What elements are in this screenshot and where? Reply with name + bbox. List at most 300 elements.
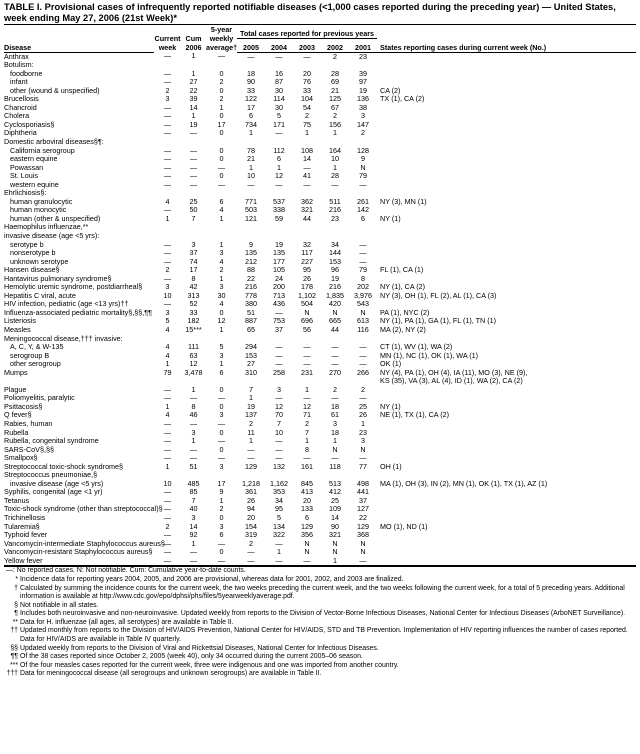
- footnote-text: Data for H. influenzae (all ages, all serotypes) are available in Table II.: [20, 618, 234, 626]
- value-cell: 216: [329, 282, 341, 292]
- states-cell: KS (35), VA (3), AL (4), ID (1), WA (2), CA (2): [380, 376, 523, 386]
- states-cell: [377, 138, 636, 147]
- value-cell: 50: [189, 205, 198, 215]
- value-cell: 3: [219, 282, 224, 292]
- value-cell: 3: [219, 461, 224, 471]
- value-cell: 156: [329, 119, 341, 129]
- footnote: [4, 670, 636, 679]
- value-cell: 96: [331, 265, 339, 275]
- disease-cell: Rubella: [4, 427, 29, 437]
- disease-cell: Rabies, human: [4, 419, 53, 429]
- value-cell: —: [217, 179, 226, 189]
- value-cell: 2: [249, 419, 253, 429]
- value-cell: 1: [165, 213, 170, 223]
- value-cell: 0: [219, 427, 224, 437]
- value-cell: 118: [329, 461, 341, 471]
- disease-cell: Tetanus: [4, 495, 30, 505]
- table-row: [4, 514, 636, 523]
- value-cell: N: [304, 538, 310, 548]
- value-cell: 3: [219, 248, 224, 258]
- value-cell: 1: [165, 461, 170, 471]
- value-cell: 18: [331, 427, 339, 437]
- value-cell: 161: [301, 461, 313, 471]
- states-cell: MA (1), OH (3), IN (2), MN (1), OK (1), TX (1), AZ (1): [380, 478, 548, 488]
- value-cell: 114: [273, 94, 285, 104]
- value-cell: 69: [331, 77, 339, 87]
- value-cell: 19: [331, 273, 339, 283]
- value-cell: —: [217, 453, 226, 463]
- value-cell: 22: [189, 85, 198, 95]
- value-cell: —: [331, 393, 339, 403]
- value-cell: —: [303, 342, 311, 352]
- value-cell: 14: [189, 521, 198, 531]
- value-cell: —: [189, 154, 198, 164]
- value-cell: 74: [189, 256, 198, 266]
- disease-cell: California serogroup: [10, 145, 75, 155]
- value-cell: 485: [187, 478, 200, 488]
- disease-cell: Hemolytic uremic syndrome, postdiarrheal§: [4, 282, 143, 292]
- value-cell: —: [359, 393, 367, 403]
- value-cell: 362: [301, 196, 313, 206]
- value-cell: 420: [329, 299, 341, 309]
- value-cell: 17: [189, 265, 198, 275]
- value-cell: 7: [277, 419, 281, 429]
- value-cell: 734: [245, 119, 257, 129]
- value-cell: 5: [165, 316, 170, 326]
- value-cell: 52: [189, 299, 198, 309]
- value-cell: 136: [357, 94, 370, 104]
- value-cell: —: [163, 453, 172, 463]
- value-cell: —: [217, 51, 226, 60]
- states-cell: [377, 429, 636, 438]
- value-cell: —: [359, 342, 367, 352]
- value-cell: 87: [275, 77, 283, 87]
- value-cell: 2: [219, 94, 224, 104]
- value-cell: 511: [329, 196, 341, 206]
- value-cell: N: [360, 307, 366, 317]
- table-row: [4, 181, 636, 190]
- disease-cell: foodborne: [10, 68, 43, 78]
- value-cell: —: [275, 453, 283, 463]
- value-cell: 1: [277, 162, 281, 172]
- value-cell: 200: [273, 282, 285, 292]
- value-cell: 4: [219, 205, 224, 215]
- value-cell: 3: [165, 307, 170, 317]
- value-cell: 20: [303, 495, 311, 505]
- disease-cell: Q fever§: [4, 410, 32, 420]
- value-cell: 504: [301, 299, 313, 309]
- value-cell: [181, 223, 206, 232]
- value-cell: 19: [247, 401, 255, 411]
- value-cell: 1: [219, 102, 224, 112]
- value-cell: 95: [303, 265, 311, 275]
- table-row: [4, 446, 636, 455]
- disease-cell: other (wound & unspecified): [10, 85, 100, 95]
- value-cell: 39: [359, 68, 368, 78]
- value-cell: 44: [331, 325, 339, 334]
- value-cell: 153: [329, 256, 341, 266]
- table-row: [4, 138, 636, 147]
- value-cell: 3: [219, 521, 224, 531]
- value-cell: —: [163, 102, 172, 112]
- value-cell: —: [154, 557, 181, 566]
- value-cell: 46: [189, 410, 198, 420]
- table-row: [4, 61, 636, 70]
- disease-cell: Diphtheria: [4, 128, 37, 138]
- value-cell: 713: [273, 290, 285, 300]
- value-cell: 153: [245, 350, 257, 360]
- value-cell: 9: [249, 239, 253, 249]
- disease-cell: HIV infection, pediatric (age <13 yrs)††: [4, 299, 129, 309]
- disease-cell: Anthrax: [4, 51, 29, 61]
- footnote-text: Updated weekly from reports to the Division of Viral and Rickettsial Diseases, National Center for Infectious Diseases.: [20, 644, 379, 652]
- states-cell: OH (1): [380, 461, 402, 471]
- value-cell: 33: [189, 307, 198, 317]
- value-cell: —: [163, 145, 172, 155]
- disease-cell: Typhoid fever: [4, 530, 48, 540]
- value-cell: N: [360, 162, 366, 172]
- footnotes: [4, 566, 636, 679]
- value-cell: [265, 223, 293, 232]
- value-cell: 77: [359, 461, 368, 471]
- value-cell: 1: [191, 111, 196, 121]
- header-disease: Disease: [4, 38, 154, 52]
- value-cell: —: [163, 530, 172, 540]
- value-cell: 7: [191, 495, 196, 505]
- value-cell: —: [189, 393, 198, 403]
- value-cell: 14: [331, 513, 339, 523]
- table-title: TABLE I. Provisional cases of infrequently reported notifiable diseases (<1,000 cases reported during the preceding year) — United States, week ending May 27, 2006 (21st Week)*: [4, 2, 616, 23]
- value-cell: —: [359, 179, 367, 189]
- page: [4, 2, 636, 679]
- value-cell: 129: [301, 521, 313, 531]
- table-row: [4, 155, 636, 164]
- value-cell: 4: [165, 350, 170, 360]
- value-cell: 202: [357, 282, 370, 292]
- table-row: [4, 420, 636, 429]
- value-cell: 90: [331, 521, 339, 531]
- value-cell: —: [275, 128, 283, 138]
- header-year-2003: 2003: [293, 38, 321, 52]
- value-cell: 753: [273, 316, 285, 326]
- value-cell: 212: [245, 256, 257, 266]
- value-cell: 1: [277, 547, 281, 557]
- disease-cell: unknown serotype: [10, 256, 69, 266]
- table-row: [4, 104, 636, 113]
- value-cell: 182: [187, 316, 200, 326]
- value-cell: 1,102: [298, 290, 316, 300]
- table-body: [4, 52, 636, 566]
- disease-cell: SARS-CoV§,§§: [4, 444, 54, 454]
- value-cell: 6: [219, 196, 224, 206]
- value-cell: —: [303, 179, 311, 189]
- states-cell: [377, 505, 636, 514]
- value-cell: 2: [165, 521, 170, 531]
- value-cell: 28: [331, 171, 339, 181]
- states-cell: [377, 181, 636, 190]
- value-cell: 4: [165, 342, 170, 352]
- value-cell: 25: [189, 196, 198, 206]
- value-cell: N: [360, 538, 366, 548]
- value-cell: 92: [189, 530, 198, 540]
- states-cell: [377, 488, 636, 497]
- disease-cell: Haemophilus influenzae,**: [4, 222, 89, 232]
- value-cell: 4: [165, 410, 170, 420]
- value-cell: 132: [273, 461, 285, 471]
- states-cell: NY (3), OH (1), FL (2), AL (1), CA (3): [380, 290, 497, 300]
- value-cell: —: [189, 547, 198, 557]
- value-cell: 543: [357, 299, 370, 309]
- value-cell: —: [331, 453, 339, 463]
- value-cell: —: [189, 453, 198, 463]
- value-cell: 164: [329, 145, 341, 155]
- disease-cell: Meningococcal disease,††† invasive:: [4, 333, 123, 343]
- disease-table: [4, 24, 636, 566]
- value-cell: —: [275, 179, 283, 189]
- value-cell: 503: [245, 205, 257, 215]
- value-cell: 1: [249, 128, 253, 138]
- table-row: [4, 429, 636, 438]
- disease-cell: Ehrlichiosis§:: [4, 188, 47, 198]
- value-cell: 75: [303, 119, 311, 129]
- table-row: [4, 52, 636, 61]
- value-cell: 97: [359, 77, 368, 87]
- value-cell: 216: [245, 282, 257, 292]
- value-cell: 7: [249, 384, 253, 394]
- value-cell: —: [265, 557, 293, 566]
- value-cell: 0: [219, 85, 224, 95]
- value-cell: —: [163, 256, 172, 266]
- value-cell: N: [304, 547, 310, 557]
- value-cell: 1: [191, 51, 196, 60]
- value-cell: 37: [275, 325, 283, 334]
- footnote-text: —: No reported cases. N: Not notifiable. Cum: Cumulative year-to-date counts.: [6, 567, 246, 575]
- footnote-marker: *: [15, 575, 18, 583]
- value-cell: —: [181, 557, 206, 566]
- states-cell: [377, 232, 636, 241]
- value-cell: 1,218: [242, 478, 260, 488]
- disease-cell: Yellow fever: [4, 557, 154, 566]
- disease-cell: [4, 377, 154, 386]
- footnote-text: Not notifiable in all states.: [20, 601, 99, 609]
- value-cell: 79: [359, 265, 368, 275]
- value-cell: 0: [219, 128, 224, 138]
- states-cell: [377, 129, 636, 138]
- states-cell: [377, 155, 636, 164]
- footnote: [4, 645, 636, 654]
- table-row: [4, 317, 636, 326]
- value-cell: 5: [277, 111, 281, 121]
- value-cell: —: [275, 342, 283, 352]
- states-cell: CT (1), WV (1), WA (2): [380, 342, 453, 352]
- table-row: [4, 386, 636, 395]
- value-cell: 19: [359, 85, 368, 95]
- value-cell: —: [163, 299, 172, 309]
- value-cell: N: [360, 547, 366, 557]
- value-cell: —: [163, 393, 172, 403]
- value-cell: —: [247, 51, 255, 61]
- states-cell: PA (1), NYC (2): [380, 307, 430, 317]
- value-cell: 3: [191, 427, 196, 437]
- disease-cell: Trichinellosis: [4, 513, 46, 523]
- value-cell: 39: [189, 94, 198, 104]
- value-cell: 20: [303, 68, 311, 78]
- table-row: [4, 377, 636, 386]
- value-cell: —: [163, 444, 172, 454]
- states-cell: [377, 164, 636, 173]
- states-cell: [377, 223, 636, 232]
- disease-cell: infant: [10, 77, 28, 87]
- disease-cell: Mumps: [4, 367, 28, 377]
- value-cell: 1: [249, 162, 253, 172]
- value-cell: 1,162: [270, 478, 288, 488]
- value-cell: 3: [191, 239, 196, 249]
- header-year-2005: 2005: [237, 38, 265, 52]
- value-cell: 2: [361, 384, 366, 394]
- value-cell: 178: [301, 282, 313, 292]
- value-cell: —: [359, 350, 367, 360]
- value-cell: 17: [217, 119, 226, 129]
- states-cell: NY (1): [380, 213, 401, 223]
- value-cell: 771: [245, 196, 257, 206]
- value-cell: —: [163, 504, 172, 514]
- value-cell: —: [275, 307, 283, 317]
- value-cell: 2: [219, 77, 224, 87]
- disease-cell: Syphilis, congenital (age <1 yr): [4, 487, 103, 497]
- states-cell: OK (1): [380, 359, 402, 369]
- disease-cell: Toxic-shock syndrome (other than streptococcal)§: [4, 504, 163, 514]
- value-cell: 4: [219, 299, 224, 309]
- value-cell: 10: [275, 427, 283, 437]
- value-cell: 313: [187, 290, 200, 300]
- states-cell: [377, 557, 636, 566]
- value-cell: 537: [273, 196, 285, 206]
- value-cell: 30: [217, 290, 226, 300]
- footnote-marker: †††: [6, 670, 18, 678]
- states-cell: [377, 78, 636, 87]
- value-cell: 104: [301, 94, 313, 104]
- value-cell: —: [217, 162, 226, 172]
- value-cell: —: [359, 359, 367, 369]
- value-cell: 3,976: [354, 290, 373, 300]
- value-cell: 1: [191, 68, 196, 78]
- value-cell: —: [237, 557, 265, 566]
- disease-cell: serotype b: [10, 239, 44, 249]
- value-cell: 38: [359, 102, 368, 112]
- value-cell: 16: [275, 68, 283, 78]
- footnote-text: Incidence data for reporting years 2004, 2005, and 2006 are provisional, whereas data for 2001, 2002, and 2003 are finalized.: [20, 575, 404, 583]
- states-cell: [377, 147, 636, 156]
- value-cell: 8: [191, 273, 196, 283]
- value-cell: 71: [303, 410, 311, 420]
- value-cell: [349, 223, 377, 232]
- value-cell: 1: [219, 273, 224, 283]
- states-cell: [377, 104, 636, 113]
- value-cell: —: [189, 171, 198, 181]
- value-cell: 12: [217, 316, 226, 326]
- value-cell: 171: [273, 119, 285, 129]
- value-cell: 361: [245, 487, 257, 497]
- value-cell: 94: [247, 504, 255, 514]
- value-cell: —: [189, 162, 198, 172]
- states-cell: [377, 386, 636, 395]
- states-cell: [377, 112, 636, 121]
- value-cell: —: [247, 453, 255, 463]
- footnote-text: Calculated by summing the incidence counts for the current week, the two weeks preceding the current week, and the two weeks following the current week, for a total of 5 preceding years. Additional information is available at http://www.cdc.gov/epo/dphsi/phs/files/5yearweeklyaverage.pdf.: [20, 584, 625, 601]
- value-cell: —: [163, 179, 172, 189]
- table-row: [4, 437, 636, 446]
- table-row: [4, 463, 636, 472]
- value-cell: —: [275, 393, 283, 403]
- table-row: [4, 283, 636, 292]
- value-cell: —: [163, 119, 172, 129]
- value-cell: 4: [165, 196, 170, 206]
- value-cell: 61: [331, 410, 339, 420]
- value-cell: 665: [329, 316, 341, 326]
- states-cell: MN (1), NC (1), OK (1), WA (1): [380, 350, 478, 360]
- value-cell: —: [163, 51, 172, 60]
- disease-cell: serogroup B: [10, 350, 50, 360]
- value-cell: —: [163, 128, 172, 138]
- footnote-text: Data for meningococcal disease (all serogroups and unknown serogroups) are available in Table II.: [20, 670, 322, 678]
- value-cell: 436: [273, 299, 285, 309]
- value-cell: 12: [189, 359, 198, 369]
- disease-cell: Streptococcus pneumoniae,§: [4, 470, 98, 480]
- states-cell: [377, 70, 636, 79]
- value-cell: 6: [277, 154, 281, 164]
- header-total-group: Total cases reported for previous years: [237, 25, 377, 39]
- value-cell: 0: [219, 154, 224, 164]
- value-cell: 1: [219, 239, 224, 249]
- value-cell: 10: [163, 290, 172, 300]
- value-cell: —: [163, 154, 172, 164]
- table-row: [4, 309, 636, 318]
- value-cell: 1: [249, 393, 253, 403]
- value-cell: —: [163, 384, 172, 394]
- value-cell: 44: [303, 213, 311, 223]
- value-cell: —: [275, 444, 283, 454]
- states-cell: FL (1), CA (1): [380, 265, 424, 275]
- value-cell: 34: [275, 495, 283, 505]
- footnote: [4, 653, 636, 662]
- table-row: [4, 403, 636, 412]
- value-cell: 134: [273, 521, 285, 531]
- value-cell: 322: [273, 530, 285, 540]
- value-cell: 0: [219, 68, 224, 78]
- value-cell: 1: [333, 162, 337, 172]
- value-cell: 32: [303, 239, 311, 249]
- value-cell: 10: [163, 478, 172, 488]
- value-cell: 216: [329, 205, 341, 215]
- states-cell: NY (3), MN (1): [380, 196, 427, 206]
- states-cell: NY (4), PA (1), OH (4), IA (11), MO (3), NE (9),: [380, 367, 528, 377]
- value-cell: 147: [357, 119, 370, 129]
- value-cell: N: [332, 444, 338, 454]
- value-cell: —: [163, 68, 172, 78]
- value-cell: 1: [165, 401, 170, 411]
- disease-cell: Poliomyelitis, paralytic: [4, 393, 75, 403]
- table-row: [4, 394, 636, 403]
- value-cell: 18: [331, 401, 339, 411]
- disease-cell: Streptococcal toxic-shock syndrome§: [4, 461, 124, 471]
- value-cell: —: [163, 205, 172, 215]
- value-cell: 1: [165, 359, 170, 369]
- value-cell: 3: [361, 111, 366, 121]
- value-cell: 19: [275, 239, 283, 249]
- value-cell: 2: [333, 384, 337, 394]
- value-cell: 0: [219, 513, 224, 523]
- table-row: [4, 505, 636, 514]
